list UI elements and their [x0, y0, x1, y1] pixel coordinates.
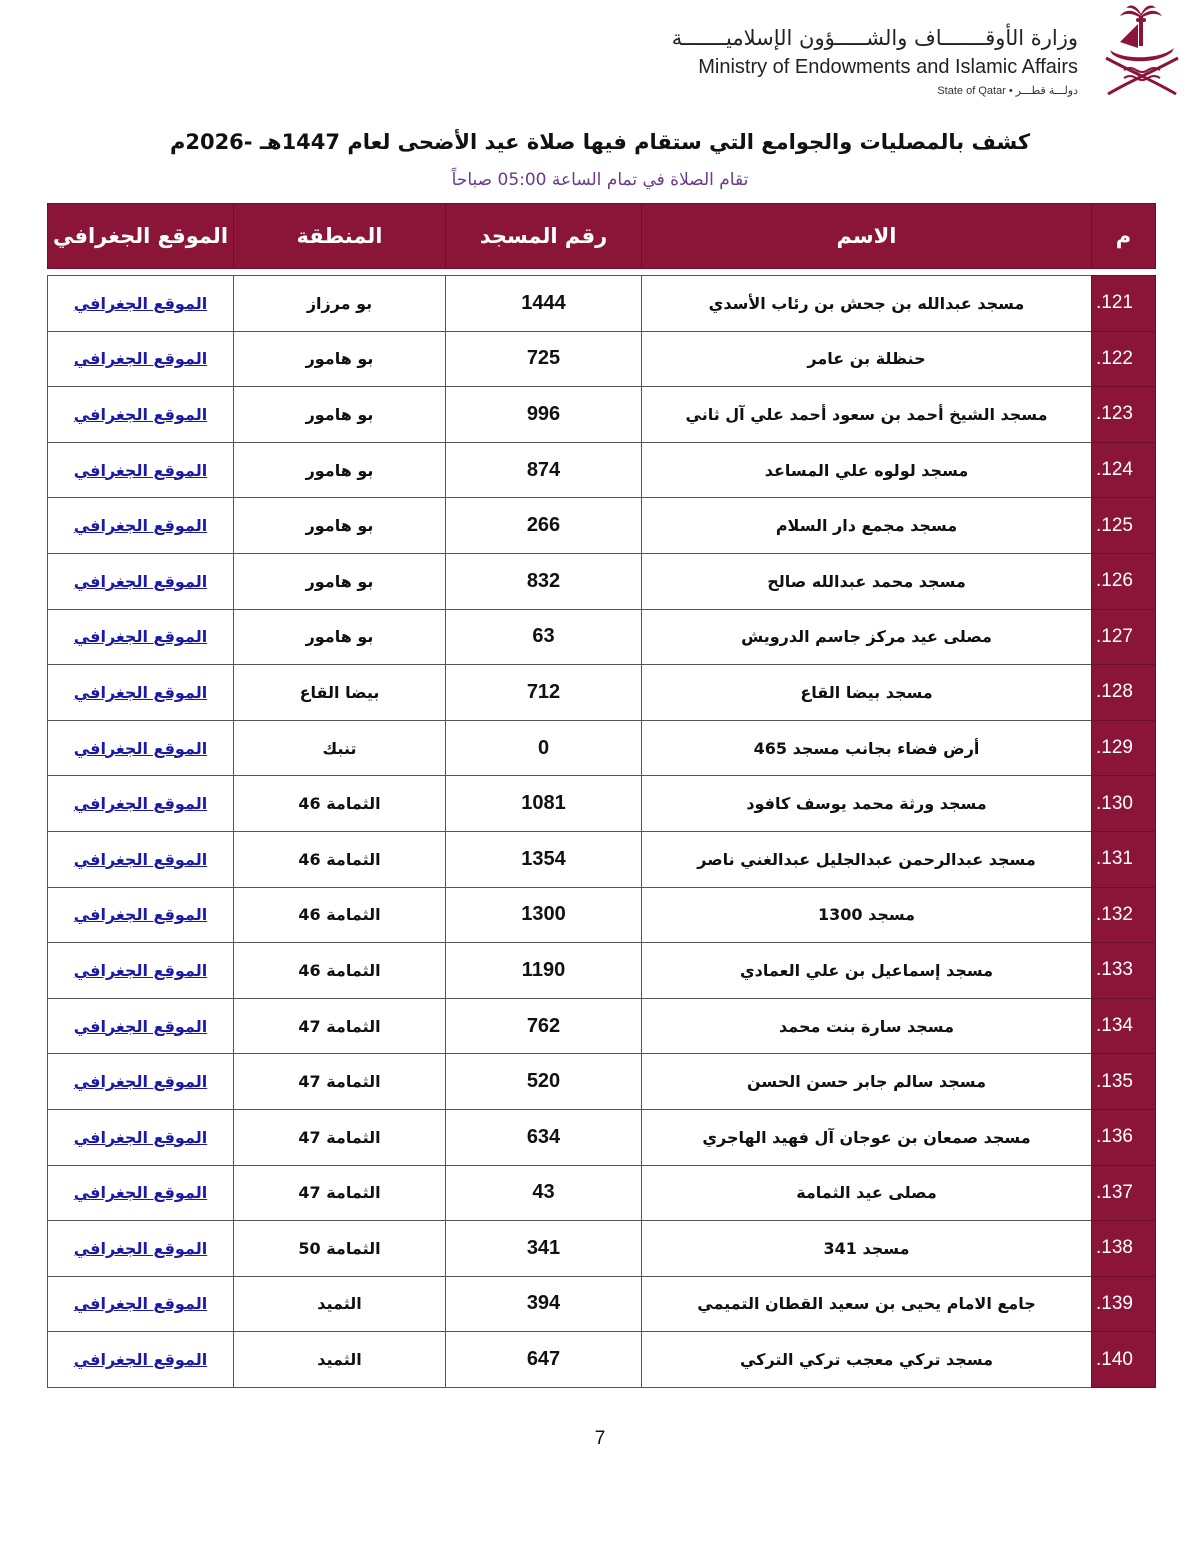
row-index: 123.	[1092, 387, 1156, 443]
row-index: 128.	[1092, 665, 1156, 721]
location-link[interactable]: الموقع الجغرافي	[73, 460, 208, 480]
location-link[interactable]: الموقع الجغرافي	[73, 293, 208, 313]
mosque-name: جامع الامام يحيى بن سعيد القطان التميمي	[642, 1276, 1092, 1332]
table-row	[48, 831, 1156, 887]
row-index: 124.	[1092, 442, 1156, 498]
location-link[interactable]: الموقع الجغرافي	[73, 571, 208, 591]
mosque-number: 1444	[446, 276, 642, 332]
mosque-name: مسجد 1300	[642, 887, 1092, 943]
table-row	[48, 1221, 1156, 1277]
qatar-emblem-icon	[1102, 2, 1182, 102]
mosque-number: 712	[446, 665, 642, 721]
location-cell	[48, 276, 234, 332]
location-cell	[48, 1276, 234, 1332]
location-cell	[48, 831, 234, 887]
row-index: 121.	[1092, 276, 1156, 332]
mosque-name: مسجد مجمع دار السلام	[642, 498, 1092, 554]
mosque-table	[47, 203, 1156, 1388]
location-link[interactable]: الموقع الجغرافي	[73, 682, 208, 702]
location-link[interactable]: الموقع الجغرافي	[73, 1016, 208, 1036]
document-title: كشف بالمصليات والجوامع التي ستقام فيها صلاة عيد الأضحى لعام 1447هـ -2026م	[169, 130, 1031, 154]
column-header-location: الموقع الجغرافي	[48, 204, 234, 269]
mosque-number: 832	[446, 553, 642, 609]
table-row	[48, 887, 1156, 943]
area-name: الثمامة 47	[234, 998, 446, 1054]
mosque-number: 266	[446, 498, 642, 554]
location-cell	[48, 331, 234, 387]
mosque-number: 0	[446, 720, 642, 776]
location-cell	[48, 553, 234, 609]
row-index: 132.	[1092, 887, 1156, 943]
mosque-number: 1081	[446, 776, 642, 832]
location-cell	[48, 498, 234, 554]
location-cell	[48, 998, 234, 1054]
table-row	[48, 442, 1156, 498]
row-index: 138.	[1092, 1221, 1156, 1277]
area-name: الثمامة 47	[234, 1054, 446, 1110]
location-link[interactable]: الموقع الجغرافي	[73, 960, 208, 980]
location-link[interactable]: الموقع الجغرافي	[73, 1183, 208, 1203]
area-name: بو هامور	[234, 609, 446, 665]
row-index: 140.	[1092, 1332, 1156, 1388]
area-name: الثمامة 47	[234, 1165, 446, 1221]
location-link[interactable]: الموقع الجغرافي	[73, 794, 208, 814]
ministry-name-english: Ministry of Endowments and Islamic Affairs	[698, 56, 1078, 78]
location-cell	[48, 665, 234, 721]
mosque-name: أرض فضاء بجانب مسجد 465	[642, 720, 1092, 776]
column-header-index: م	[1092, 204, 1156, 269]
mosque-number: 1190	[446, 943, 642, 999]
row-index: 127.	[1092, 609, 1156, 665]
state-line: State of Qatar • دولـــة قطـــر	[937, 85, 1078, 97]
area-name: بو هامور	[234, 553, 446, 609]
table-row	[48, 665, 1156, 721]
table-body	[48, 276, 1156, 1388]
table-row	[48, 498, 1156, 554]
table-row	[48, 387, 1156, 443]
table-row	[48, 553, 1156, 609]
column-header-mosque-number: رقم المسجد	[446, 204, 642, 269]
mosque-name: مصلى عيد الثمامة	[642, 1165, 1092, 1221]
area-name: الثمامة 46	[234, 831, 446, 887]
mosque-number: 725	[446, 331, 642, 387]
area-name: بو هامور	[234, 498, 446, 554]
mosque-name: مسجد عبدالله بن جحش بن رئاب الأسدي	[642, 276, 1092, 332]
area-name: الثمامة 46	[234, 943, 446, 999]
row-index: 126.	[1092, 553, 1156, 609]
row-index: 129.	[1092, 720, 1156, 776]
mosque-number: 1300	[446, 887, 642, 943]
row-index: 134.	[1092, 998, 1156, 1054]
location-link[interactable]: الموقع الجغرافي	[73, 404, 208, 424]
mosque-number: 341	[446, 1221, 642, 1277]
location-cell	[48, 609, 234, 665]
location-cell	[48, 442, 234, 498]
area-name: الثمامة 47	[234, 1109, 446, 1165]
table-row	[48, 998, 1156, 1054]
document-header	[0, 0, 1200, 110]
location-link[interactable]: الموقع الجغرافي	[73, 1072, 208, 1092]
row-index: 130.	[1092, 776, 1156, 832]
mosque-name: مسجد بيضا القاع	[642, 665, 1092, 721]
location-cell	[48, 776, 234, 832]
area-name: بو هامور	[234, 442, 446, 498]
mosque-name: مسجد عبدالرحمن عبدالجليل عبدالغني ناصر	[642, 831, 1092, 887]
mosque-number: 634	[446, 1109, 642, 1165]
area-name: الثمامة 46	[234, 887, 446, 943]
prayer-time-subtitle: تقام الصلاة في تمام الساعة 05:00 صباحاً	[451, 170, 749, 190]
mosque-number: 520	[446, 1054, 642, 1110]
table-header-row	[48, 204, 1156, 269]
area-name: الثميد	[234, 1332, 446, 1388]
ministry-name-arabic: وزارة الأوقـــــــاف والشـــــؤون الإسلاميـــــــة	[671, 26, 1078, 50]
mosque-name: مسجد محمد عبدالله صالح	[642, 553, 1092, 609]
row-index: 137.	[1092, 1165, 1156, 1221]
header-spacer	[48, 269, 1156, 276]
location-cell	[48, 387, 234, 443]
area-name: الثمامة 46	[234, 776, 446, 832]
location-cell	[48, 943, 234, 999]
location-cell	[48, 887, 234, 943]
table-row	[48, 331, 1156, 387]
area-name: تنبك	[234, 720, 446, 776]
row-index: 122.	[1092, 331, 1156, 387]
row-index: 133.	[1092, 943, 1156, 999]
location-link[interactable]: الموقع الجغرافي	[73, 1238, 208, 1258]
location-cell	[48, 1109, 234, 1165]
table-row	[48, 276, 1156, 332]
location-link[interactable]: الموقع الجغرافي	[73, 738, 208, 758]
location-cell	[48, 1165, 234, 1221]
mosque-name: مسجد تركي معجب تركي التركي	[642, 1332, 1092, 1388]
location-link[interactable]: الموقع الجغرافي	[73, 1294, 208, 1314]
mosque-name: مسجد 341	[642, 1221, 1092, 1277]
mosque-name: مسجد لولوه علي المساعد	[642, 442, 1092, 498]
table-row	[48, 1332, 1156, 1388]
mosque-name: مسجد سالم جابر حسن الحسن	[642, 1054, 1092, 1110]
area-name: بو مرزاز	[234, 276, 446, 332]
table-row	[48, 1165, 1156, 1221]
location-cell	[48, 720, 234, 776]
mosque-name: مسجد سارة بنت محمد	[642, 998, 1092, 1054]
location-link[interactable]: الموقع الجغرافي	[73, 349, 208, 369]
location-cell	[48, 1054, 234, 1110]
column-header-name: الاسم	[642, 204, 1092, 269]
area-name: الثمامة 50	[234, 1221, 446, 1277]
area-name: بيضا القاع	[234, 665, 446, 721]
mosque-number: 1354	[446, 831, 642, 887]
location-link[interactable]: الموقع الجغرافي	[73, 627, 208, 647]
mosque-number: 63	[446, 609, 642, 665]
table-row	[48, 1054, 1156, 1110]
area-name: الثميد	[234, 1276, 446, 1332]
table-row	[48, 1276, 1156, 1332]
mosque-number: 762	[446, 998, 642, 1054]
mosque-name: مسجد الشيخ أحمد بن سعود أحمد علي آل ثاني	[642, 387, 1092, 443]
location-link[interactable]: الموقع الجغرافي	[73, 1350, 208, 1370]
mosque-name: مسجد صمعان بن عوجان آل فهيد الهاجري	[642, 1109, 1092, 1165]
area-name: بو هامور	[234, 331, 446, 387]
mosque-number: 874	[446, 442, 642, 498]
mosque-name: حنظلة بن عامر	[642, 331, 1092, 387]
mosque-name: مصلى عيد مركز جاسم الدرويش	[642, 609, 1092, 665]
table-row	[48, 1109, 1156, 1165]
row-index: 125.	[1092, 498, 1156, 554]
mosque-number: 43	[446, 1165, 642, 1221]
table-row	[48, 776, 1156, 832]
area-name: بو هامور	[234, 387, 446, 443]
row-index: 131.	[1092, 831, 1156, 887]
location-cell	[48, 1332, 234, 1388]
mosque-number: 647	[446, 1332, 642, 1388]
location-link[interactable]: الموقع الجغرافي	[73, 516, 208, 536]
location-link[interactable]: الموقع الجغرافي	[73, 849, 208, 869]
location-cell	[48, 1221, 234, 1277]
mosque-number: 394	[446, 1276, 642, 1332]
row-index: 135.	[1092, 1054, 1156, 1110]
row-index: 139.	[1092, 1276, 1156, 1332]
table-row	[48, 943, 1156, 999]
table-row	[48, 609, 1156, 665]
column-header-area: المنطقة	[234, 204, 446, 269]
page-number: 7	[594, 1428, 606, 1449]
mosque-name: مسجد ورثة محمد يوسف كافود	[642, 776, 1092, 832]
location-link[interactable]: الموقع الجغرافي	[73, 1127, 208, 1147]
mosque-name: مسجد إسماعيل بن علي العمادي	[642, 943, 1092, 999]
row-index: 136.	[1092, 1109, 1156, 1165]
location-link[interactable]: الموقع الجغرافي	[73, 905, 208, 925]
mosque-number: 996	[446, 387, 642, 443]
table-row	[48, 720, 1156, 776]
